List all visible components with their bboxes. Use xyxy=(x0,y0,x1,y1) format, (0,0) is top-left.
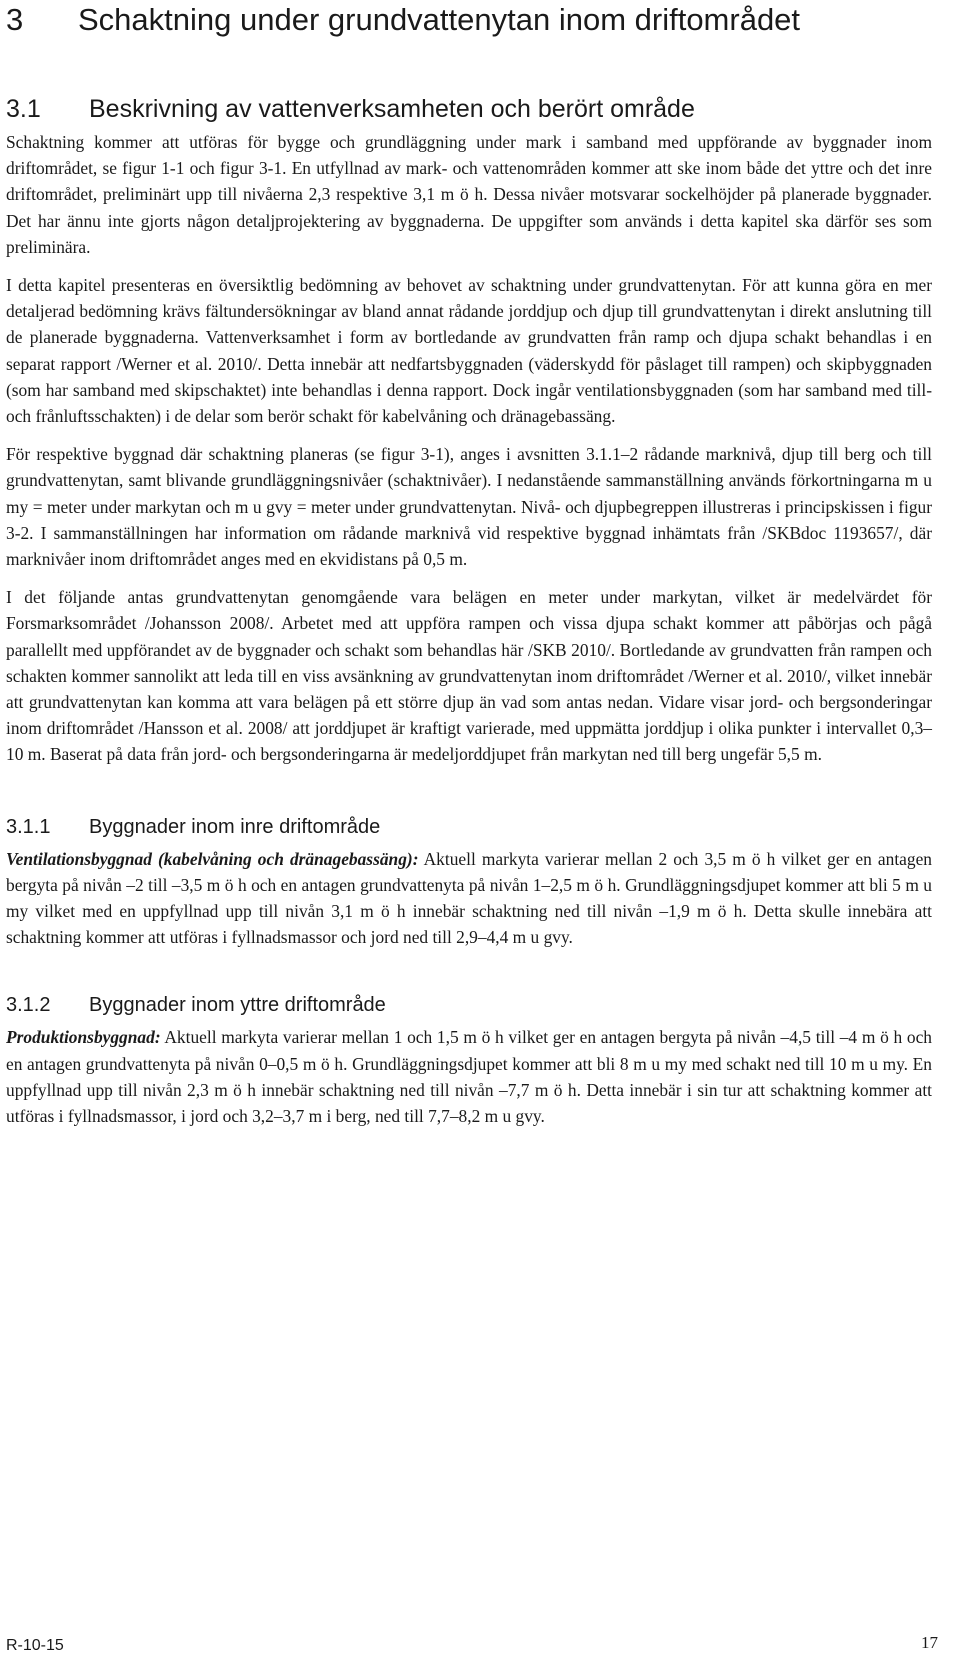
paragraph-text: Aktuell markyta varierar mellan 1 och 1,5 m ö h vilket ger en antagen bergyta på nivån –4,5 till –4 m ö h och en antagen grundvattenyta på nivån 0–0,5 m ö h. Grundläggningsdjupet kommer att bli 8 m u my med schakt ned till 10 m u my. En uppfyllnad upp till nivån 2,3 m ö h innebär schaktning ned till nivån –7,7 m ö h. Detta innebär i sin tur att schaktning kommer att utföras i fyllnadsmassor, i jord och 3,2–3,7 m i berg, ned till 7,7–8,2 m u gvy. xyxy=(6,1027,932,1127)
chapter-title: Schaktning under grundvattenytan inom driftområdet xyxy=(78,2,801,37)
page-number: 17 xyxy=(921,1633,938,1652)
subsection-number: 3.1.2 xyxy=(6,994,51,1017)
subsection-heading-3-1-2 xyxy=(6,992,932,1018)
paragraph-text: Aktuell markyta varierar mellan 2 och 3,5 m ö h vilket ger en antagen bergyta på nivån –2 till –3,5 m ö h och en antagen grundvattenyta på nivån 1–2,5 m ö h. Grundläggningsdjupet kommer att bli 5 m u my vilket med en uppfyllnad upp till nivån 3,1 m ö h innebär schaktning ned till nivån –1,9 m ö h. Detta skulle innebära att schaktning kommer att utföras i fyllnadsmassor och jord ned till 2,9–4,4 m u gvy. xyxy=(6,848,932,948)
section-number: 3.1 xyxy=(6,95,41,123)
paragraph-4: I det följande antas grundvattenytan genomgående vara belägen en meter under markytan, vilket är medelvärdet för Forsmarksområdet /Johansson 2008/. Arbetet med att uppföra rampen och vissa djupa schakt kommer att påbörjas och pågå parallellt med uppförandet av de byggnader och schakt som behandlas här /SKB 2010/. Bortledande av grundvatten från rampen och schakten kommer sannolikt att leda till en viss avsänkning av grundvattenytan inom driftområdet /Werner et al. 2010/, vilket innebär att grundvattenytan kan komma att vara belägen på ett större djup än vad som antas nedan. Vidare visar jord- och bergsonderingar inom driftområdet /Hansson et al. 2008/ att jorddjupet är kraftigt varierade, med uppmätta jorddjup i olika punkter i intervallet 0,3–10 m. Baserat på data från jord- och bergsonderingarna är medeljorddjupet från markytan ned till berg ungefär 5,5 m. xyxy=(6,587,932,765)
subsection-title: Byggnader inom inre driftområde xyxy=(89,815,381,838)
section-title: Beskrivning av vattenverksamheten och berört område xyxy=(89,95,695,123)
paragraph-2: I detta kapitel presenteras en översiktlig bedömning av behovet av schaktning under grundvattenytan. För att kunna göra en mer detaljerad bedömning krävs fältundersökningar av bland annat rådande jorddjup och djup till grundvattenytan i direkt anslutning till de planerade byggnaderna. Vattenverksamhet i form av bortledande av grundvatten från ramp och djupa schakt behandlas i en separat rapport /Werner et al. 2010/. Detta innebär att nedfartsbyggnaden (väderskydd för påslaget till rampen) och skipbyggnaden (som har samband med skipschaktet) inte behandlas i denna rapport. Dock ingår ventilationsbyggnaden (som har samband med till- och frånluftsschakten) i de delar som berör schakt för kabelvåning och dränagebassäng. xyxy=(6,275,932,427)
lead-term: Produktionsbyggnad: xyxy=(6,1027,161,1048)
chapter-heading xyxy=(6,2,932,37)
paragraph-3: För respektive byggnad där schaktning planeras (se figur 3-1), anges i avsnitten 3.1.1–2 rådande marknivå, djup till berg och till grundvattenytan, samt blivande grundläggningsnivåer (schaktnivåer). I nedanstående sammanställning används förkortningarna m u my = meter under markytan och m u gvy = meter under grundvattenytan. Nivå- och djupbegreppen illustreras i principskissen i figur 3-2. I sammanställningen har information om rådande marknivå vid respektive byggnad inhämtats från /SKBdoc 1193657/, där marknivåer inom driftområdet anges med en ekvidistans på 0,5 m. xyxy=(6,444,932,570)
document-page xyxy=(6,0,932,1129)
subsection-title: Byggnader inom yttre driftområde xyxy=(89,994,386,1017)
subsection-heading-3-1-1 xyxy=(6,814,932,840)
paragraph-1: Schaktning kommer att utföras för bygge och grundläggning under mark i samband med uppförande av byggnader inom driftområdet, se figur 1-1 och figur 3-1. En utfyllnad av mark- och vattenområden kommer att ske inom både det yttre och det inre driftområdet, preliminärt upp till nivåerna 2,3 respektive 3,1 m ö h. Dessa nivåer motsvarar sockelhöjder på planerade byggnader. Det har ännu inte gjorts någon detaljprojektering av byggnaderna. De uppgifter som används i detta kapitel ska därför ses som preliminära. xyxy=(6,132,932,257)
subsection-number: 3.1.1 xyxy=(6,815,51,838)
chapter-number: 3 xyxy=(6,2,24,37)
lead-term: Ventilationsbyggnad (kabelvåning och dränagebassäng): xyxy=(6,848,419,869)
section-heading-3-1 xyxy=(6,94,932,124)
report-id: R-10-15 xyxy=(6,1637,64,1654)
paragraph-ventilation xyxy=(6,846,932,951)
paragraph-produktion xyxy=(6,1024,932,1129)
